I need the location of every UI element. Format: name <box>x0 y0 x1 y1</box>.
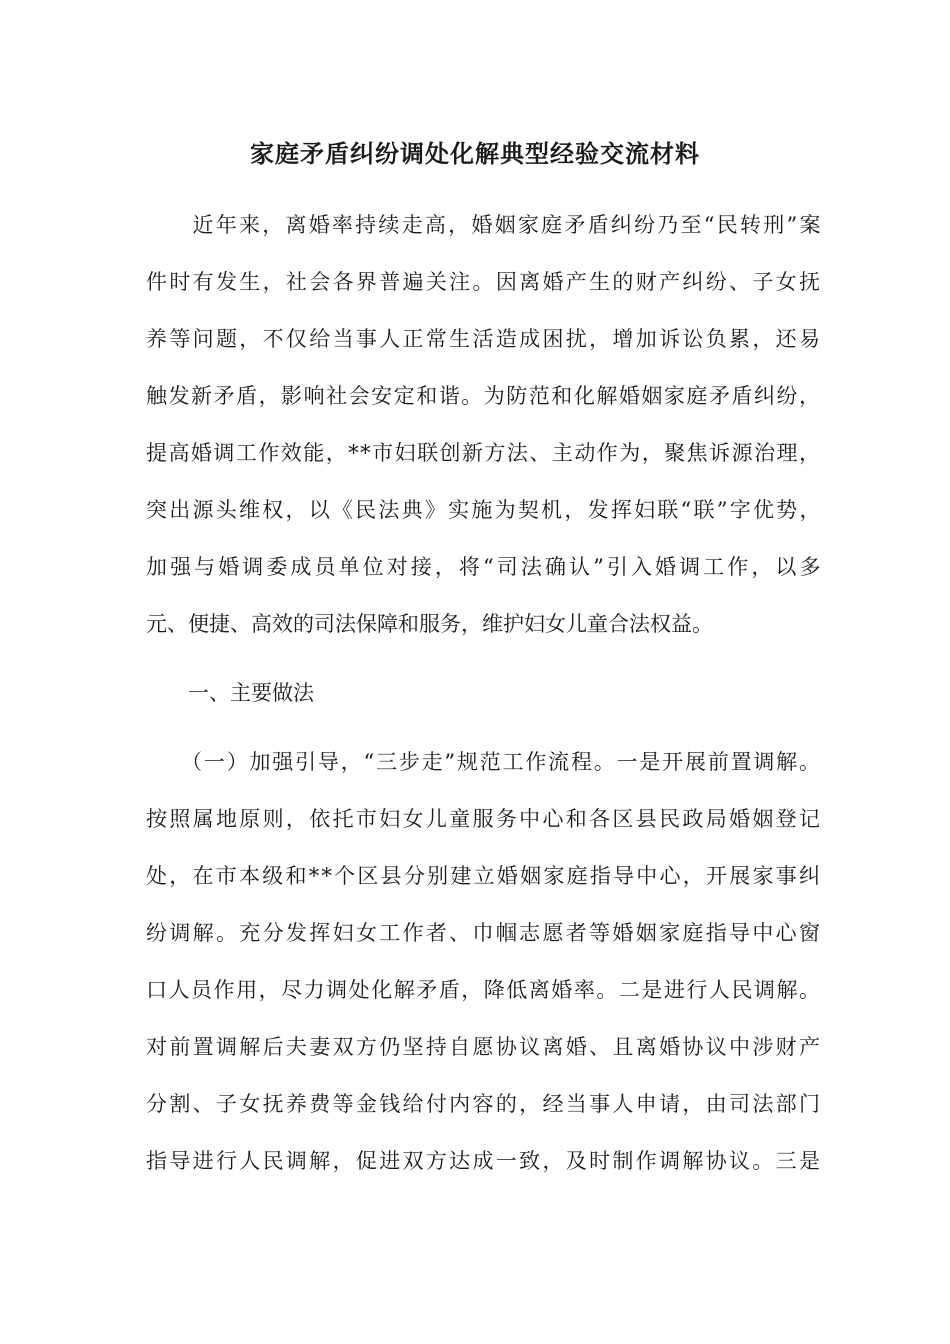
text-line: 口人员作用，尽力调处化解矛盾，降低离婚率。二是进行人民调解。 <box>146 978 822 1002</box>
text-line: 养等问题，不仅给当事人正常生活造成困扰，增加诉讼负累，还易 <box>146 327 823 351</box>
text-line: 指导进行人民调解，促进双方达成一致，及时制作调解协议。三是 <box>146 1149 823 1173</box>
text-line: 加强与婚调委成员单位对接，将“司法确认”引入婚调工作，以多 <box>146 555 824 579</box>
text-line: 提高婚调工作效能，**市妇联创新方法、主动作为，聚焦诉源治理， <box>146 441 822 465</box>
text-line: 按照属地原则，依托市妇女儿童服务中心和各区县民政局婚姻登记 <box>146 807 823 831</box>
text-line: 件时有发生，社会各界普遍关注。因离婚产生的财产纠纷、子女抚 <box>146 270 823 294</box>
document-title: 家庭矛盾纠纷调处化解典型经验交流材料 <box>250 139 700 168</box>
text-line: 分割、子女抚养费等金钱给付内容的，经当事人申请，由司法部门 <box>146 1092 823 1116</box>
text-line: 突出源头维权，以《民法典》实施为契机，发挥妇联“联”字优势， <box>146 498 823 522</box>
section-heading: 一、主要做法 <box>146 681 314 705</box>
text-line: 触发新矛盾，影响社会安定和谐。为防范和化解婚姻家庭矛盾纠纷， <box>146 384 822 408</box>
text-line: 纷调解。充分发挥妇女工作者、巾帼志愿者等婚姻家庭指导中心窗 <box>146 921 823 945</box>
text-line: 对前置调解后夫妻双方仍坚持自愿协议离婚、且离婚协议中涉财产 <box>146 1035 823 1059</box>
text-line: 处，在市本级和**个区县分别建立婚姻家庭指导中心，开展家事纠 <box>146 864 823 888</box>
text-line: （一）加强引导，“三步走”规范工作流程。一是开展前置调解。 <box>146 750 822 774</box>
text-line: 元、便捷、高效的司法保障和服务，维护妇女儿童合法权益。 <box>146 612 713 636</box>
text-line: 近年来，离婚率持续走高，婚姻家庭矛盾纠纷乃至“民转刑”案 <box>146 213 823 237</box>
